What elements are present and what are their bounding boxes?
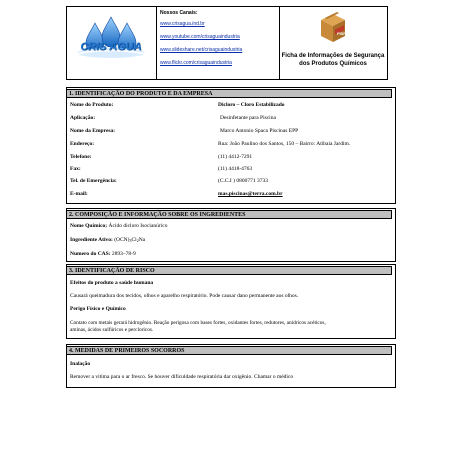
label-fax: Fax: bbox=[70, 166, 81, 172]
value-emergency-phone: (C.C.I ) 0800771 3733 bbox=[218, 178, 268, 184]
value-chemical-name: Ácido dicloro Isocianúrico bbox=[108, 223, 168, 229]
section-2-title: 2. COMPOSIÇÃO E INFORMAÇÃO SOBRE OS INGREDIENTES bbox=[69, 212, 246, 218]
label-chemical-name: Nome Químico; bbox=[70, 223, 108, 229]
fispq-label: FISPQ bbox=[337, 31, 350, 36]
cas-number-row bbox=[70, 251, 136, 258]
channels-title: Nossos Canais: bbox=[160, 10, 198, 16]
section-1-title: 1. IDENTIFICAÇÃO DO PRODUTO E DA EMPRESA bbox=[69, 91, 213, 97]
link-youtube[interactable]: www.youtube.com/crisaguaindustria bbox=[160, 34, 240, 40]
health-effects-text: Causará queimadura dos tecidos, olhos e aparelho respiratório. Pode causar dano permanente aos olhos. bbox=[70, 293, 299, 299]
section-1-header bbox=[66, 89, 392, 98]
label-address: Endereço: bbox=[70, 141, 95, 147]
section-4-title: 4. MEDIDAS DE PRIMEIROS SOCORROS bbox=[69, 348, 185, 354]
label-product-name: Nome do Produto: bbox=[70, 102, 114, 108]
value-phone: (11) 4412-7291 bbox=[218, 154, 253, 160]
active-ingredient-row bbox=[70, 237, 145, 244]
section-3-header bbox=[66, 266, 392, 275]
value-application: Desinfetante para Piscina bbox=[220, 115, 276, 121]
fispq-panel bbox=[279, 7, 387, 79]
channels-panel bbox=[156, 7, 280, 79]
inhalation-text: Remover a vitima para o ar fresco. Se houver dificuldade respiratória dar oxigênio. Chamar o médico bbox=[70, 374, 294, 380]
cardboard-box-icon bbox=[319, 12, 350, 44]
link-flickr[interactable]: www.flickr.com/crisaguaindustria bbox=[160, 60, 232, 66]
chemical-name-row bbox=[70, 223, 167, 230]
value-company-name: Marco Antonio Spaca Piscinas EPP bbox=[220, 128, 299, 134]
label-emergency-phone: Tel. de Emergência: bbox=[70, 178, 117, 184]
value-active-ingredient: $(OCN)_3Cl_2Na$ bbox=[114, 237, 146, 243]
label-application: Aplicação: bbox=[70, 115, 96, 121]
inhalation-heading: Inalação bbox=[70, 361, 91, 367]
label-email: E-mail: bbox=[70, 191, 88, 197]
health-effects-heading: Efeitos do produto a saúde humana bbox=[70, 280, 154, 286]
label-company-name: Nome da Empresa: bbox=[70, 128, 116, 134]
value-address: Rua: João Paulino dos Santos, 150 – Bairro: Atibaia Jardim. bbox=[218, 141, 351, 147]
fispq-title bbox=[279, 53, 387, 68]
label-cas-number: Numero do CAS: bbox=[70, 251, 111, 257]
fispq-title-line1: Ficha de Informações de Segurança bbox=[281, 53, 385, 59]
fispq-title-line2: dos Produtos Químicos bbox=[299, 60, 367, 67]
section-2-header bbox=[66, 210, 392, 219]
physical-hazard-text-line2: aminas, ácidos sulfúricos e percloricos. bbox=[70, 327, 154, 333]
link-slideshare[interactable]: www.slideshare.net/crisaguaindustria bbox=[160, 47, 243, 53]
label-active-ingredient: Ingrediente Ativo: bbox=[70, 237, 113, 243]
section-3-title: 3. IDENTIFICAÇÃO DE RISCO bbox=[69, 268, 155, 274]
value-product-name: Dicloro – Cloro Estabilizado bbox=[218, 102, 285, 108]
label-phone: Telefone: bbox=[70, 154, 92, 160]
email-link[interactable]: mas.piscinas@terra.com.br bbox=[218, 191, 283, 197]
document-header bbox=[66, 6, 388, 80]
link-website[interactable]: www.crisagua.ind.br bbox=[160, 21, 205, 27]
company-logo bbox=[67, 7, 157, 79]
value-fax: (11) 4418-4763 bbox=[218, 166, 253, 172]
logo-text: CRIS AGUA bbox=[80, 41, 142, 53]
value-cas-number: 2893–78-9 bbox=[111, 251, 136, 257]
physical-hazard-heading: Perigo Físico e Químico bbox=[70, 306, 126, 312]
physical-hazard-text-line1: Contato com metais gerará hidrogênio. Reação perigosa com bases fortes, oxidantes fortes, redutores, anidricos acéticos, bbox=[70, 320, 326, 326]
section-4-header bbox=[66, 346, 392, 355]
